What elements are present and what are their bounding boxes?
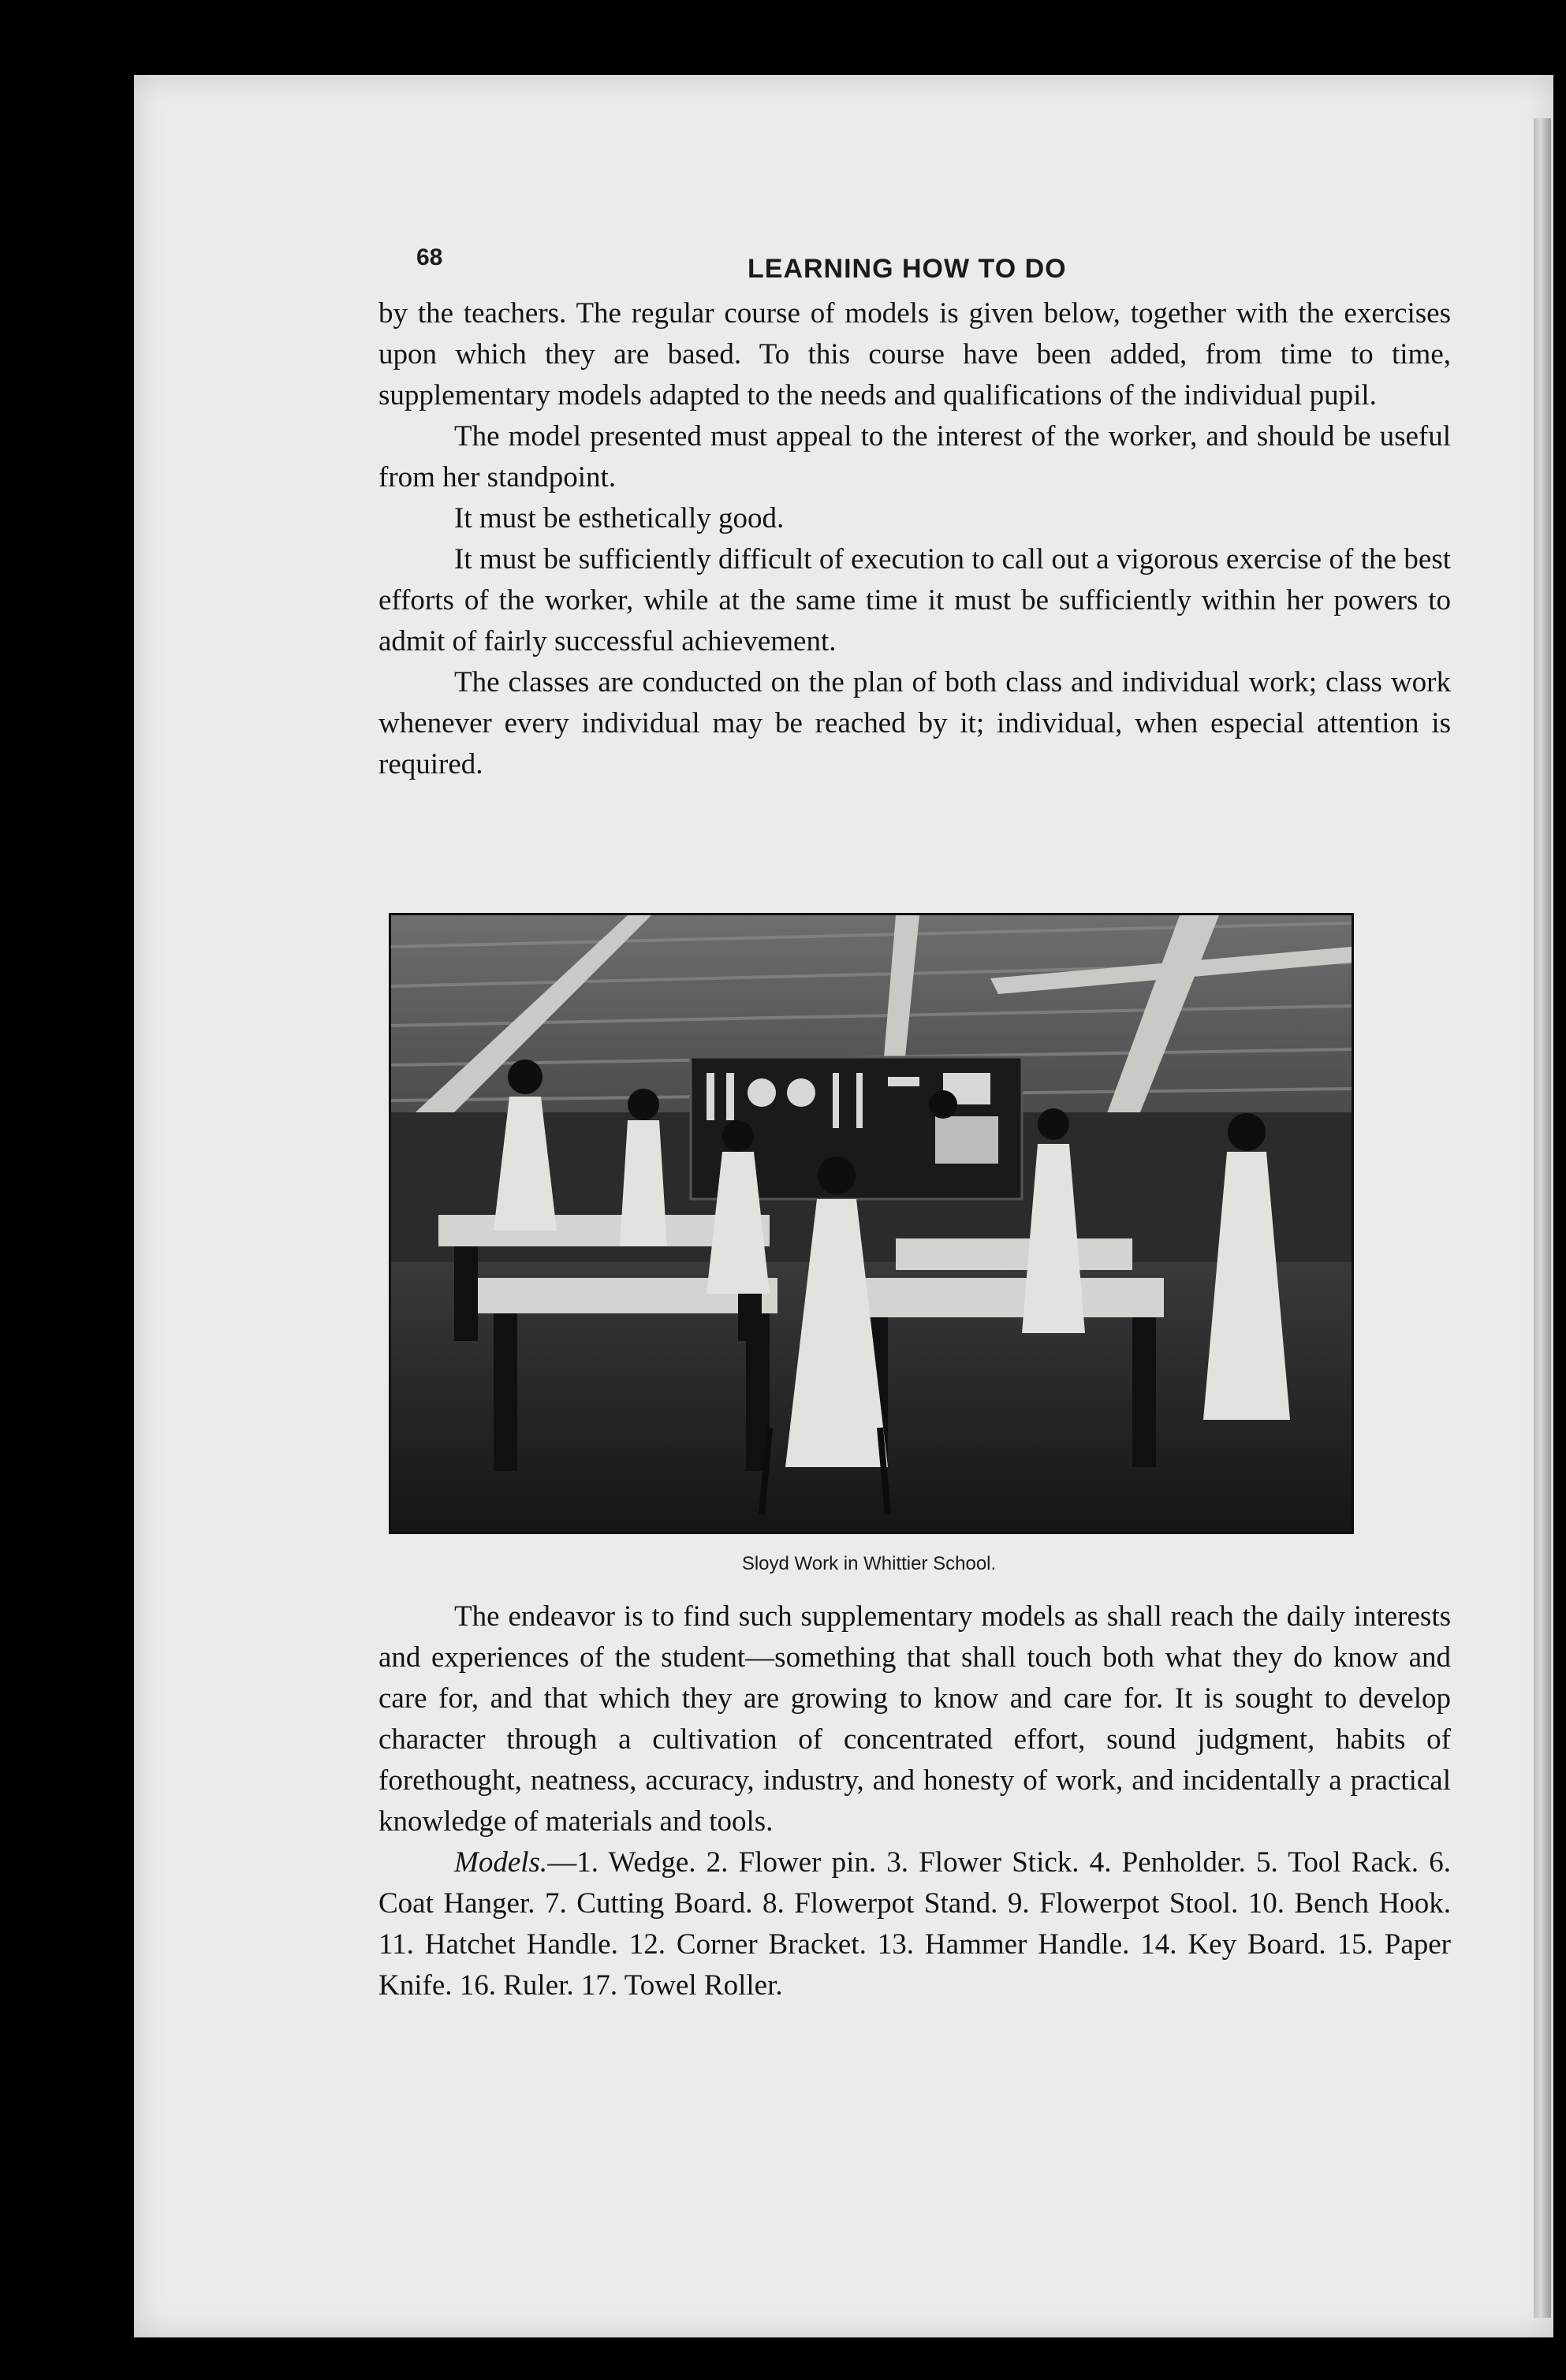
page-number: 68 (416, 244, 443, 270)
models-paragraph (378, 1842, 1451, 2006)
page-header (416, 244, 1465, 292)
workshop-photograph (389, 913, 1354, 1534)
page-edge (1534, 118, 1551, 2318)
paragraph: The endeavor is to find such supplementary models as shall reach the daily interests and experiences of the student—something that shall touch both what they do know and care for, and that which they are growing to know and care for. It is sought to develop character through a cultivation of concentrated effort, sound judgment, habits of forethought, neatness, accuracy, industry, and honesty of work, and incidentally a practical knowledge of materials and tools. (378, 1600, 1451, 1838)
running-head: LEARNING HOW TO DO (748, 254, 1067, 284)
paragraph: The model presented must appeal to the interest of the worker, and should be useful from her standpoint. (378, 420, 1451, 494)
paragraph: It must be esthetically good. (454, 502, 785, 534)
body-text-bottom (378, 1596, 1451, 2006)
photo-caption: Sloyd Work in Whittier School. (741, 1553, 997, 1574)
paragraph: It must be sufficiently difficult of execution to call out a vigorous exercise of the best efforts of the worker, while at the same time it must be sufficiently within her powers to admit of fairly successful achievement. (378, 543, 1451, 657)
paragraph: The classes are conducted on the plan of both class and individual work; class work whenever every individual may be reached by it; individual, when especial attention is required. (378, 666, 1451, 780)
models-label: Models. (454, 1846, 548, 1879)
models-list: —1. Wedge. 2. Flower pin. 3. Flower Stick. 4. Penholder. 5. Tool Rack. 6. Coat Hanger. 7. Cutting Board. 8. Flowerpot Stand. 9. Flowerpot Stool. 10. Bench Hook. 11. Hatchet Handle. 12. Corner Bracket. 13. Hammer Handle. 14. Key Board. 15. Paper Knife. 16. Ruler. 17. Towel Roller. (378, 1846, 1451, 2002)
paragraph: by the teachers. The regular course of models is given below, together with the exercises upon which they are based. To this course have been added, from time to time, supplementary models adapted to the needs and qualifications of the individual pupil. (378, 297, 1451, 412)
body-text-top (378, 293, 1451, 785)
